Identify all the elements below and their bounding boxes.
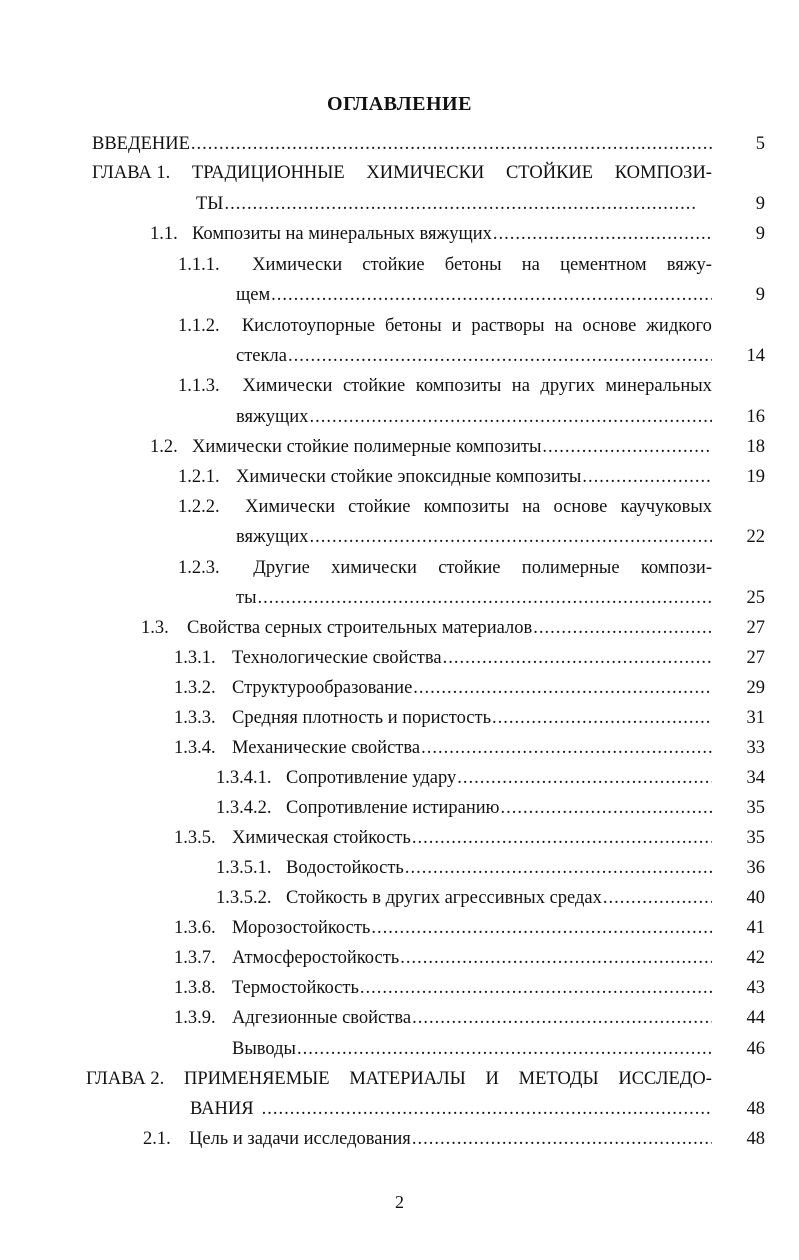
page-title: ОГЛАВЛЕНИЕ	[327, 93, 472, 115]
toc-entry-1-1[interactable]: 1.1. Композиты на минеральных вяжущих .....	[150, 221, 712, 247]
toc-page-number: 29	[746, 678, 765, 698]
leader-dots	[371, 915, 712, 941]
leader-dots	[582, 464, 712, 490]
toc-entry-text: ВВЕДЕНИЕ	[92, 134, 190, 154]
toc-page-number: 46	[746, 1039, 765, 1059]
toc-entry-1-3-4-2[interactable]: 1.3.4.2. Сопротивление истиранию .....	[216, 795, 712, 821]
toc-entry-1-2[interactable]: 1.2. Химически стойкие полимерные композиты .....	[150, 434, 712, 460]
leader-dots	[309, 524, 712, 550]
toc-entry-intro[interactable]	[92, 131, 712, 157]
toc-page-number: 19	[746, 467, 765, 487]
toc-page-number: 31	[746, 708, 765, 728]
toc-page-number: 34	[746, 768, 765, 788]
leader-dots	[500, 795, 712, 821]
toc-entry-chapter-1-cont[interactable]: ТЫ .....	[196, 191, 698, 217]
leader-dots	[309, 404, 712, 430]
toc-entry-chapter-1[interactable]: ГЛАВА 1. ТРАДИЦИОННЫЕ ХИМИЧЕСКИ СТОЙКИЕ КОМПОЗИ-	[92, 160, 712, 186]
leader-dots	[492, 705, 712, 731]
leader-dots	[412, 825, 712, 851]
toc-entry-1-3-5-2[interactable]: 1.3.5.2. Стойкость в других агрессивных средах .....	[216, 885, 712, 911]
toc-entry-1-3-5-1[interactable]: 1.3.5.1. Водостойкость .....	[216, 855, 712, 881]
toc-entry-1-3-2[interactable]: 1.3.2. Структурообразование .....	[174, 675, 712, 701]
toc-page-number: 25	[746, 588, 765, 608]
leader-dots	[421, 735, 712, 761]
toc-page-number: 48	[746, 1129, 765, 1149]
toc-page-number: 18	[746, 437, 765, 457]
leader-dots	[405, 855, 712, 881]
leader-dots	[400, 945, 712, 971]
toc-entry-1-2-2-cont[interactable]: вяжущих .....	[236, 524, 712, 550]
toc-entry-1-3-6[interactable]: 1.3.6. Морозостойкость .....	[174, 915, 712, 941]
toc-page-number: 48	[746, 1099, 765, 1119]
toc-page-number: 27	[746, 618, 765, 638]
leader-dots	[191, 131, 712, 157]
toc-entry-1-3-1[interactable]: 1.3.1. Технологические свойства .....	[174, 645, 712, 671]
toc-page-number: 35	[746, 798, 765, 818]
leader-dots	[271, 282, 712, 308]
leader-dots	[533, 615, 712, 641]
leader-dots	[262, 1096, 712, 1122]
toc-page-number: 33	[746, 738, 765, 758]
toc-page-number: 14	[746, 346, 765, 366]
toc-entry-2-1[interactable]: 2.1. Цель и задачи исследования .....	[143, 1126, 712, 1152]
toc-page-number: 43	[746, 978, 765, 998]
toc-entry-1-2-3[interactable]: 1.2.3. Другие химически стойкие полимерные компози-	[178, 558, 712, 578]
leader-dots	[412, 1005, 712, 1031]
leader-dots	[443, 645, 712, 671]
toc-page-number: 41	[746, 918, 765, 938]
toc-entry-1-1-2[interactable]: 1.1.2. Кислотоупорные бетоны и растворы на основе жидкого	[178, 316, 712, 336]
toc-page-number: 16	[746, 407, 765, 427]
leader-dots	[413, 675, 712, 701]
toc-page-number: 5	[755, 134, 765, 154]
chapter-number: ГЛАВА 1.	[92, 163, 171, 183]
toc-entry-conclusions[interactable]: Выводы .....	[232, 1036, 712, 1062]
toc-page-number: 9	[755, 285, 765, 305]
toc-entry-1-3-5[interactable]: 1.3.5. Химическая стойкость .....	[174, 825, 712, 851]
toc-page-number: 9	[755, 194, 765, 214]
toc-entry-1-1-3-cont[interactable]: вяжущих .....	[236, 404, 712, 430]
leader-dots	[224, 191, 698, 217]
toc-page-number: 40	[746, 888, 765, 908]
toc-entry-chapter-2-cont[interactable]: ВАНИЯ .....	[190, 1096, 712, 1122]
leader-dots	[603, 885, 712, 911]
toc-entry-1-3-4-1[interactable]: 1.3.4.1. Сопротивление удару .....	[216, 765, 712, 791]
toc-entry-chapter-2[interactable]: ГЛАВА 2. ПРИМЕНЯЕМЫЕ МАТЕРИАЛЫ И МЕТОДЫ ИССЛЕДО-	[86, 1066, 712, 1092]
toc-entry-1-3[interactable]: 1.3. Свойства серных строительных материалов .....	[141, 615, 712, 641]
toc-page-number: 27	[746, 648, 765, 668]
page-footer-number: 2	[395, 1192, 404, 1212]
toc-entry-1-3-8[interactable]: 1.3.8. Термостойкость .....	[174, 975, 712, 1001]
leader-dots	[457, 765, 712, 791]
leader-dots	[258, 585, 712, 611]
toc-entry-1-3-7[interactable]: 1.3.7. Атмосферостойкость .....	[174, 945, 712, 971]
toc-page-number: 9	[755, 224, 765, 244]
toc-entry-1-3-4[interactable]: 1.3.4. Механические свойства .....	[174, 735, 712, 761]
leader-dots	[297, 1036, 712, 1062]
toc-page-number: 36	[746, 858, 765, 878]
leader-dots	[288, 343, 712, 369]
leader-dots	[360, 975, 712, 1001]
toc-page-number: 42	[746, 948, 765, 968]
toc-entry-1-3-3[interactable]: 1.3.3. Средняя плотность и пористость .....	[174, 705, 712, 731]
chapter-number: ГЛАВА 2.	[86, 1069, 165, 1089]
toc-entry-1-2-3-cont[interactable]: ты .....	[236, 585, 712, 611]
toc-page-number: 35	[746, 828, 765, 848]
toc-entry-1-1-2-cont[interactable]: стекла .....	[236, 343, 712, 369]
leader-dots	[493, 221, 712, 247]
toc-page-number: 22	[746, 527, 765, 547]
toc-entry-1-1-3[interactable]: 1.1.3. Химически стойкие композиты на других минеральных	[178, 376, 712, 396]
toc-entry-1-3-9[interactable]: 1.3.9. Адгезионные свойства .....	[174, 1005, 712, 1031]
leader-dots	[412, 1126, 712, 1152]
toc-entry-1-2-2[interactable]: 1.2.2. Химически стойкие композиты на основе каучуковых	[178, 497, 712, 517]
toc-entry-1-2-1[interactable]: 1.2.1. Химически стойкие эпоксидные композиты .....	[178, 464, 712, 490]
leader-dots	[542, 434, 712, 460]
toc-entry-1-1-1[interactable]: 1.1.1. Химически стойкие бетоны на цементном вяжу-	[178, 255, 712, 275]
toc-entry-1-1-1-cont[interactable]: щем .....	[236, 282, 712, 308]
toc-page-number: 44	[746, 1008, 765, 1028]
